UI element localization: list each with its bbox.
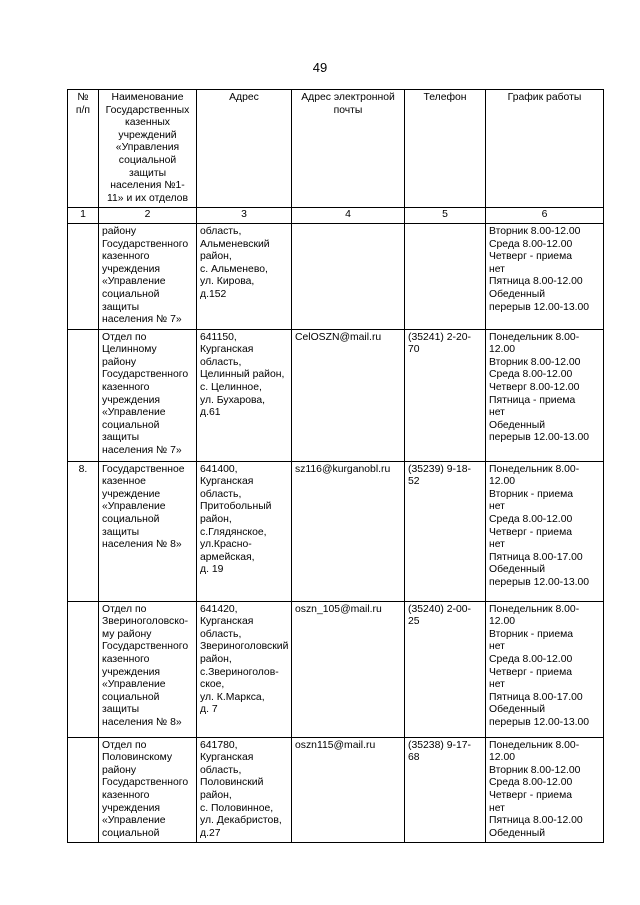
text-line: Вторник - приема	[489, 628, 574, 640]
institution-name	[99, 601, 197, 737]
column-number: 5	[405, 208, 486, 224]
text-line: Среда 8.00-12.00	[489, 238, 573, 250]
text-line: д. 19	[200, 564, 224, 576]
text-line: д.27	[200, 827, 221, 839]
table-row	[68, 461, 604, 601]
text-line: «Управление	[102, 815, 166, 827]
work-schedule	[486, 223, 604, 329]
table-row	[68, 601, 604, 737]
header-number	[68, 90, 99, 208]
text-line: Понедельник 8.00-	[489, 463, 580, 475]
text-line: Государственного	[102, 238, 189, 250]
institution-address	[197, 329, 292, 461]
text-line: Отдел по	[102, 603, 147, 615]
text-line: «Управление	[102, 501, 166, 513]
institution-email: sz116@kurganobl.ru	[292, 461, 405, 601]
text-line: ул. К.Маркса,	[200, 691, 265, 703]
work-schedule	[486, 461, 604, 601]
text-line: нет	[489, 539, 505, 551]
text-line: ул. Бухарова,	[200, 394, 266, 406]
text-line: область,	[200, 488, 242, 500]
text-line: району	[102, 764, 137, 776]
text-line: Курганская	[200, 616, 254, 628]
text-line: учреждений	[118, 129, 177, 141]
institution-email: oszn_105@mail.ru	[292, 601, 405, 737]
text-line: 641150,	[200, 331, 237, 343]
text-line: населения № 7»	[102, 445, 182, 457]
text-line: Четверг - приема	[489, 526, 573, 538]
text-line: Альменевский	[200, 238, 270, 250]
text-line: п/п	[75, 104, 91, 116]
text-line: с.Глядянское,	[200, 526, 267, 538]
text-line: «Управления	[115, 142, 180, 154]
institution-phone	[405, 601, 486, 737]
institution-phone	[405, 737, 486, 843]
text-line: Понедельник 8.00-	[489, 331, 580, 343]
text-line: (35239) 9-18-	[408, 463, 471, 475]
text-line: социальной	[102, 691, 160, 703]
text-line: району	[102, 356, 137, 368]
text-line: Понедельник 8.00-	[489, 603, 580, 615]
text-line: ул. Кирова,	[200, 276, 255, 288]
text-line: Обеденный	[489, 419, 546, 431]
institution-email: oszn115@mail.ru	[292, 737, 405, 843]
text-line: Среда 8.00-12.00	[489, 369, 573, 381]
table-row	[68, 223, 604, 329]
text-line: Обеденный	[489, 288, 546, 300]
text-line: Государственное	[102, 463, 185, 475]
text-line: Звериноголовский	[200, 641, 289, 653]
text-line: казенного	[102, 251, 150, 263]
text-line: Государственных	[105, 104, 190, 116]
text-line: казенного	[102, 382, 150, 394]
text-line: д.152	[200, 288, 227, 300]
column-number-row	[68, 208, 604, 224]
institutions-table	[67, 89, 604, 843]
text-line: №	[77, 92, 89, 103]
text-line: Обеденный	[489, 827, 546, 839]
text-line: Целинный район,	[200, 369, 285, 381]
page-number: 49	[312, 60, 328, 75]
text-line: Вторник 8.00-12.00	[489, 764, 581, 776]
text-line: нет	[489, 679, 505, 691]
text-line: учреждения	[102, 394, 161, 406]
text-line: Четверг - приема	[489, 790, 573, 802]
text-line: социальной	[118, 154, 177, 166]
column-number: 1	[68, 208, 99, 224]
institution-phone	[405, 223, 486, 329]
work-schedule	[486, 601, 604, 737]
row-number	[68, 223, 99, 329]
text-line: (35241) 2-20-	[408, 331, 471, 343]
text-line: району	[102, 225, 137, 237]
text-line: перерыв 12.00-13.00	[489, 432, 590, 444]
text-line: район,	[200, 514, 232, 526]
text-line: Пятница 8.00-17.00	[489, 551, 583, 563]
text-line: ул.Красно-	[200, 539, 252, 551]
text-line: Среда 8.00-12.00	[489, 514, 573, 526]
text-line: 12.00	[489, 752, 516, 764]
text-line: (35240) 2-00-	[408, 603, 471, 615]
text-line: перерыв 12.00-13.00	[489, 301, 590, 313]
text-line: район,	[200, 251, 232, 263]
institution-name	[99, 737, 197, 843]
text-line: социальной	[102, 514, 160, 526]
text-line: 641400,	[200, 463, 238, 475]
text-line: му району	[102, 628, 152, 640]
header-email	[292, 90, 405, 208]
text-line: нет	[489, 407, 505, 419]
text-line: казенного	[102, 654, 150, 666]
column-number: 6	[486, 208, 604, 224]
text-line: область,	[200, 764, 242, 776]
column-number: 3	[197, 208, 292, 224]
header-address	[197, 90, 292, 208]
institution-address	[197, 461, 292, 601]
table-row	[68, 329, 604, 461]
row-number	[68, 329, 99, 461]
text-line: нет	[489, 501, 505, 513]
text-line: 12.00	[489, 616, 516, 628]
text-line: учреждение	[102, 488, 161, 500]
text-line: населения № 7»	[102, 314, 182, 326]
text-line: защиты	[102, 432, 140, 444]
text-line: 12.00	[489, 344, 516, 356]
institution-email: CelOSZN@mail.ru	[292, 329, 405, 461]
text-line: учреждения	[102, 666, 161, 678]
text-line: Среда 8.00-12.00	[489, 777, 573, 789]
text-line: учреждения	[102, 263, 161, 275]
text-line: с. Половинное,	[200, 802, 274, 814]
text-line: район,	[200, 790, 232, 802]
text-line: нет	[489, 263, 505, 275]
text-line: График работы	[507, 92, 582, 103]
text-line: «Управление	[102, 276, 166, 288]
row-number	[68, 601, 99, 737]
text-line: ул. Декабристов,	[200, 815, 282, 827]
text-line: Адрес электронной	[301, 92, 395, 103]
text-line: Половинскому	[102, 752, 173, 764]
work-schedule	[486, 329, 604, 461]
text-line: д. 7	[200, 704, 218, 716]
text-line: 641420,	[200, 603, 238, 615]
text-line: Пятница - приема	[489, 394, 576, 406]
text-line: область,	[200, 225, 242, 237]
institution-phone	[405, 329, 486, 461]
text-line: область,	[200, 628, 242, 640]
text-line: с.Звериноголов-	[200, 666, 279, 678]
header-row	[68, 90, 604, 208]
text-line: Пятница 8.00-12.00	[489, 276, 583, 288]
text-line: казенное	[102, 476, 146, 488]
text-line: Наименование	[111, 92, 184, 103]
text-line: Пятница 8.00-12.00	[489, 815, 583, 827]
text-line: 11» и их отделов	[107, 192, 188, 204]
text-line: защиты	[102, 526, 140, 538]
text-line: почты	[333, 104, 363, 116]
text-line: Понедельник 8.00-	[489, 739, 580, 751]
text-line: населения №1-	[110, 180, 185, 192]
institution-name	[99, 223, 197, 329]
text-line: Государственного	[102, 369, 189, 381]
text-line: Отдел по	[102, 331, 147, 343]
header-schedule	[486, 90, 604, 208]
text-line: нет	[489, 802, 505, 814]
text-line: учреждения	[102, 802, 161, 814]
text-line: Государственного	[102, 641, 189, 653]
text-line: 70	[408, 344, 420, 356]
text-line: Курганская	[200, 752, 254, 764]
text-line: (35238) 9-17-	[408, 739, 471, 751]
header-name	[99, 90, 197, 208]
text-line: Четверг - приема	[489, 666, 573, 678]
institution-address	[197, 601, 292, 737]
institution-phone	[405, 461, 486, 601]
text-line: Четверг 8.00-12.00	[489, 382, 580, 394]
row-number: 8.	[68, 461, 99, 601]
text-line: социальной	[102, 419, 160, 431]
text-line: Обеденный	[489, 564, 546, 576]
text-line: перерыв 12.00-13.00	[489, 717, 590, 729]
column-number: 2	[99, 208, 197, 224]
text-line: область,	[200, 356, 242, 368]
text-line: Курганская	[200, 476, 254, 488]
text-line: ское,	[200, 679, 225, 691]
text-line: Телефон	[423, 92, 467, 103]
text-line: защиты	[128, 167, 167, 179]
text-line: социальной	[102, 288, 160, 300]
work-schedule	[486, 737, 604, 843]
text-line: Целинному	[102, 344, 157, 356]
text-line: Курганская	[200, 344, 254, 356]
text-line: Отдел по	[102, 739, 147, 751]
table-row	[68, 737, 604, 843]
text-line: 68	[408, 752, 420, 764]
text-line: Вторник 8.00-12.00	[489, 356, 581, 368]
text-line: защиты	[102, 704, 140, 716]
text-line: армейская,	[200, 551, 255, 563]
text-line: 12.00	[489, 476, 516, 488]
text-line: социальной	[102, 827, 160, 839]
text-line: Пятница 8.00-17.00	[489, 691, 583, 703]
text-line: 52	[408, 476, 420, 488]
institution-address	[197, 737, 292, 843]
text-line: Государственного	[102, 777, 189, 789]
text-line: 25	[408, 616, 420, 628]
text-line: «Управление	[102, 407, 166, 419]
text-line: населения № 8»	[102, 717, 182, 729]
text-line: населения № 8»	[102, 539, 182, 551]
text-line: нет	[489, 641, 505, 653]
text-line: Звериноголовско-	[102, 616, 189, 628]
text-line: 641780,	[200, 739, 238, 751]
institution-email	[292, 223, 405, 329]
text-line: Адрес	[229, 92, 259, 103]
text-line: перерыв 12.00-13.00	[489, 577, 590, 589]
text-line: Четверг - приема	[489, 251, 573, 263]
text-line: д.61	[200, 407, 221, 419]
text-line: район,	[200, 654, 232, 666]
column-number: 4	[292, 208, 405, 224]
text-line: защиты	[102, 301, 140, 313]
text-line: Вторник - приема	[489, 488, 574, 500]
row-number	[68, 737, 99, 843]
text-line: Среда 8.00-12.00	[489, 654, 573, 666]
text-line: Обеденный	[489, 704, 546, 716]
text-line: с. Альменево,	[200, 263, 268, 275]
institution-name	[99, 461, 197, 601]
text-line: казенного	[102, 790, 150, 802]
institution-name	[99, 329, 197, 461]
text-line: Притобольный	[200, 501, 272, 513]
text-line: казенных	[124, 117, 170, 129]
text-line: «Управление	[102, 679, 166, 691]
text-line: с. Целинное,	[200, 382, 262, 394]
institution-address	[197, 223, 292, 329]
text-line: Вторник 8.00-12.00	[489, 225, 581, 237]
header-phone	[405, 90, 486, 208]
text-line: Половинский	[200, 777, 264, 789]
